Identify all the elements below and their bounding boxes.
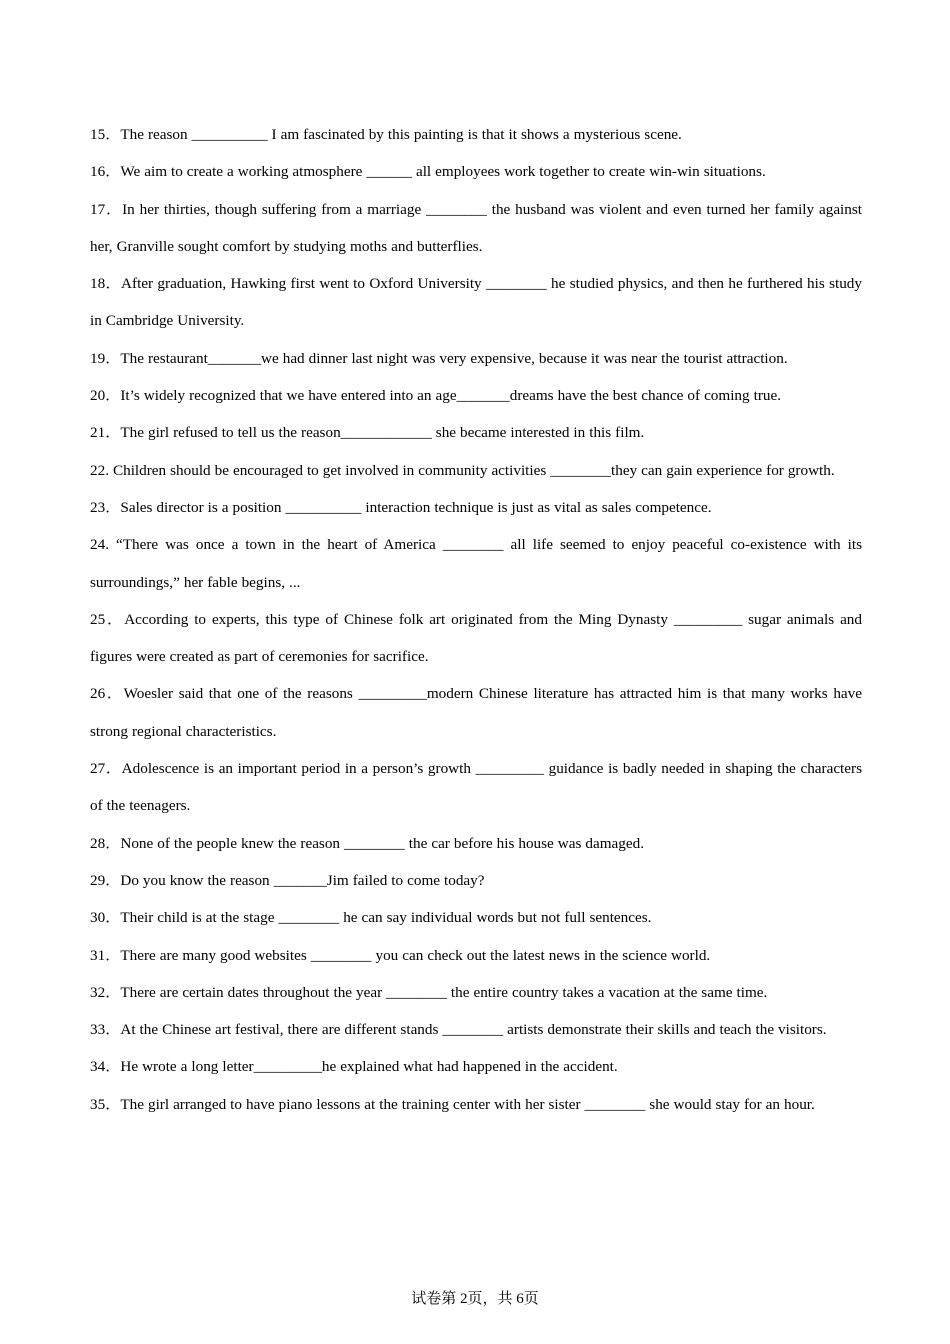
question-32: 32．There are certain dates throughout the year ________ the entire country takes a vacation at the same time. xyxy=(90,983,768,1001)
question-34: 34．He wrote a long letter_________he explained what had happened in the accident. xyxy=(90,1058,618,1076)
question-23: 23．Sales director is a position __________ interaction technique is just as vital as sales competence. xyxy=(90,498,712,516)
question-25: 25．According to experts, this type of Chinese folk art originated from the Ming Dynasty _________ sugar animals and figures were created as part of ceremonies for sacrifice. xyxy=(90,610,862,666)
question-20: 20．It’s widely recognized that we have entered into an age_______dreams have the best chance of coming true. xyxy=(90,387,782,405)
question-24: 24. “There was once a town in the heart of America ________ all life seemed to enjoy peaceful co-existence with its surroundings,” her fable begins, ... xyxy=(90,536,862,591)
question-22: 22. Children should be encouraged to get involved in community activities ________they can gain experience for growth. xyxy=(90,461,835,479)
question-18: 18．After graduation, Hawking first went to Oxford University ________ he studied physics, and then he furthered his study in Cambridge University. xyxy=(90,275,862,330)
question-26: 26．Woesler said that one of the reasons _________modern Chinese literature has attracted him is that many works have strong regional characteristics. xyxy=(90,685,862,740)
question-31: 31．There are many good websites ________ you can check out the latest news in the science world. xyxy=(90,946,711,964)
question-list xyxy=(90,116,862,1123)
page-number-label: 试卷第 2页，共 6页 xyxy=(411,1291,539,1307)
question-28: 28．None of the people knew the reason ________ the car before his house was damaged. xyxy=(90,834,645,852)
question-35: 35．The girl arranged to have piano lessons at the training center with her sister ________ she would stay for an hour. xyxy=(90,1095,815,1113)
question-15: 15．The reason __________ I am fascinated by this painting is that it shows a mysterious scene. xyxy=(90,126,682,143)
question-19: 19．The restaurant_______we had dinner last night was very expensive, because it was near the tourist attraction. xyxy=(90,349,788,367)
question-17: 17．In her thirties, though suffering from a marriage ________ the husband was violent and even turned her family against her, Granville sought comfort by studying moths and butterflies. xyxy=(90,200,862,255)
question-30: 30．Their child is at the stage ________ he can say individual words but not full sentences. xyxy=(90,909,652,927)
question-21: 21．The girl refused to tell us the reason____________ she became interested in this film. xyxy=(90,424,645,442)
page-footer xyxy=(0,1288,950,1310)
question-16: 16．We aim to create a working atmosphere ______ all employees work together to create win-win situations. xyxy=(90,163,766,181)
question-33: 33．At the Chinese art festival, there are different stands ________ artists demonstrate their skills and teach the visitors. xyxy=(90,1021,827,1039)
question-29: 29．Do you know the reason _______Jim failed to come today? xyxy=(90,871,485,889)
question-27: 27．Adolescence is an important period in a person’s growth _________ guidance is badly needed in shaping the characters of the teenagers. xyxy=(90,760,862,815)
